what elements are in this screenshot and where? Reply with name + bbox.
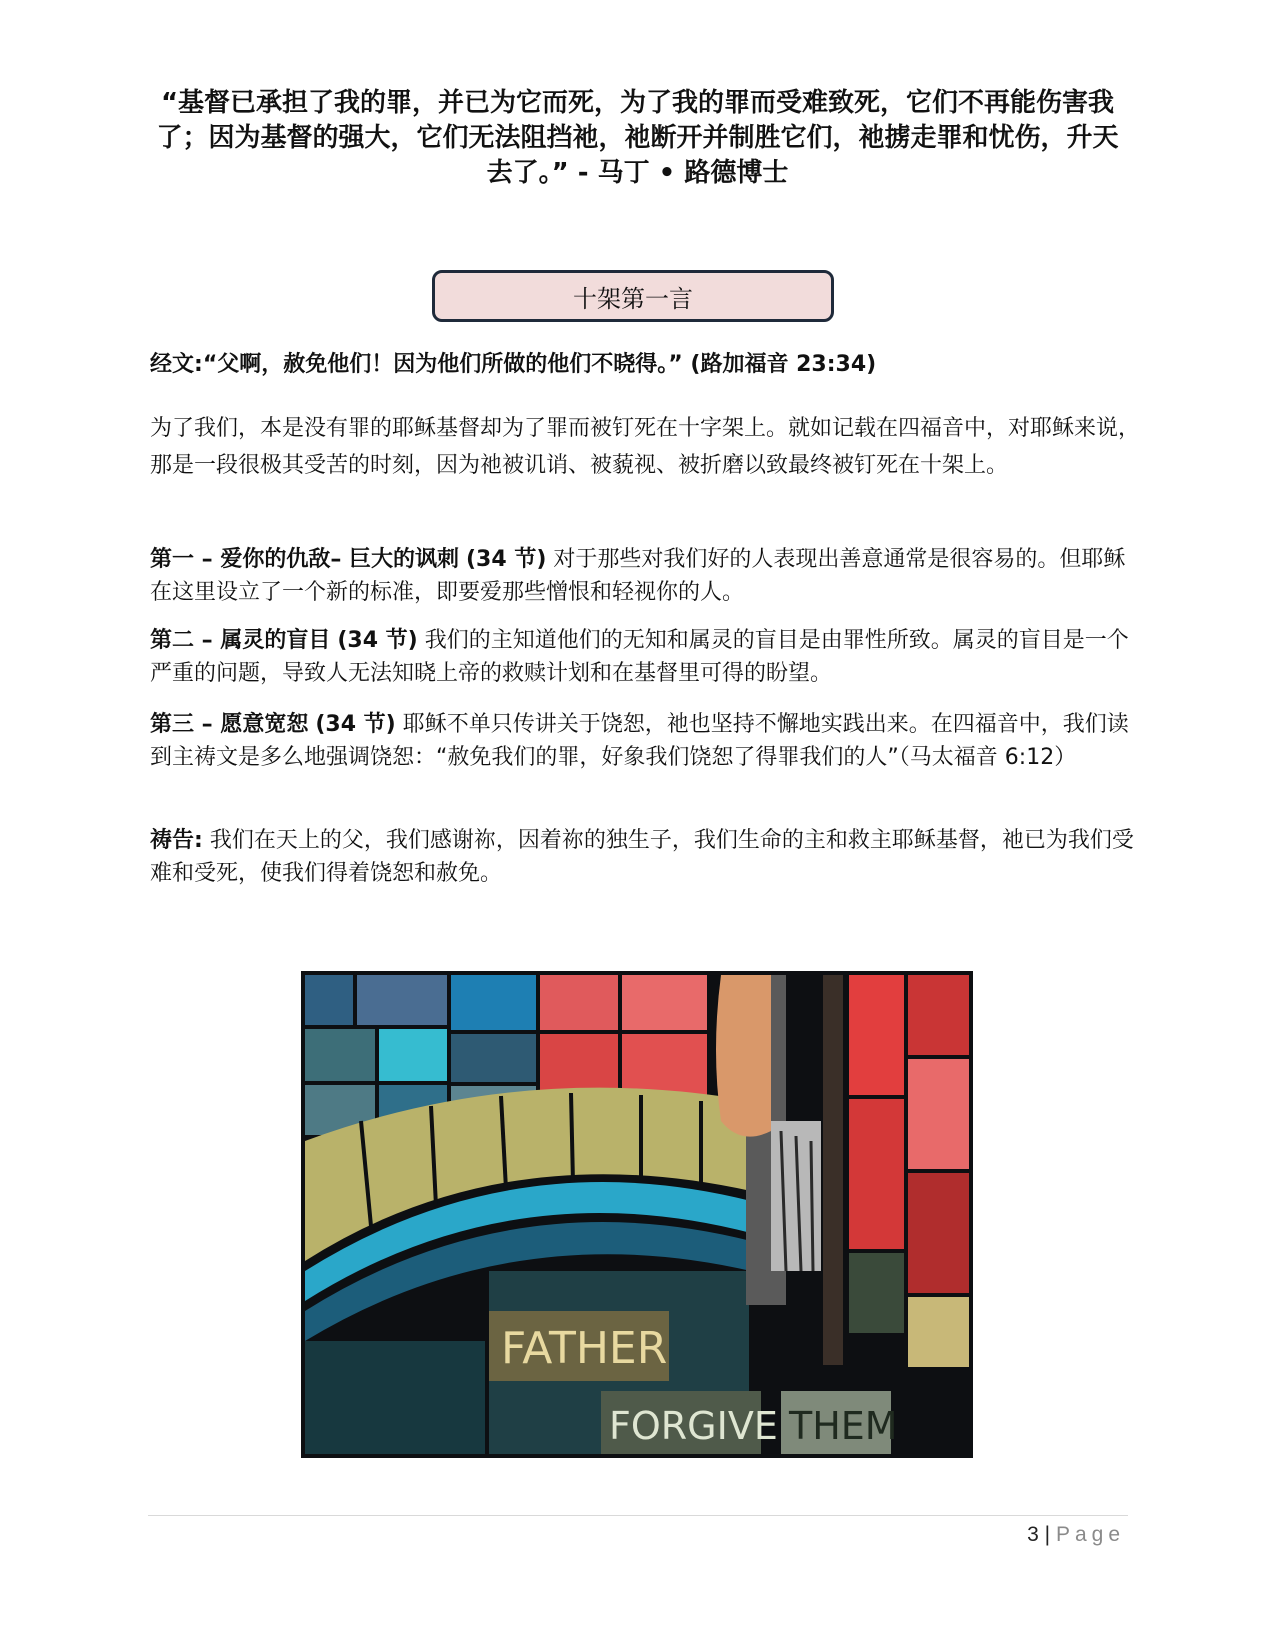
point-paragraph <box>150 543 1145 609</box>
quote-text: “基督已承担了我的罪，并已为它而死，为了我的罪而受难致死，它们不再能伤害我了；因为基督的强大，它们无法阻挡祂，祂断开并制胜它们，祂掳走罪和忧伤，升天去了。” <box>156 88 1119 188</box>
scripture-text: “父啊，赦免他们！因为他们所做的他们不晓得。” <box>202 352 683 377</box>
inscription-father: FATHER <box>501 1323 668 1374</box>
stained-glass-image <box>301 971 973 1458</box>
point-heading: 第二 – 属灵的盲目 <box>150 628 331 653</box>
prayer-text: 我们在天上的父，我们感谢祢，因着祢的独生子，我们生命的主和救主耶稣基督，祂已为我们受难和受死，使我们得着饶恕和赦免。 <box>150 828 1134 886</box>
section-title: 十架第一言 <box>573 284 693 313</box>
page-label: Page <box>1055 1523 1125 1546</box>
point-verse: (34 节) <box>337 628 418 653</box>
scripture-label: 经文: <box>150 352 203 377</box>
point-verse: (34 节) <box>315 712 396 737</box>
page-separator: | <box>1044 1523 1051 1546</box>
prayer-paragraph <box>150 824 1145 890</box>
section-title-box <box>432 270 834 322</box>
scripture-line <box>150 348 1145 381</box>
point-text: 耶稣不单只传讲关于饶恕，祂也坚持不懈地实践出来。在四福音中，我们读到主祷文是多么地强调饶恕：“赦免我们的罪，好象我们饶恕了得罪我们的人”（马太福音 6:12） <box>150 712 1129 770</box>
point-paragraph <box>150 708 1145 774</box>
page-footer <box>1027 1523 1125 1547</box>
point-heading: 第三 – 愿意宽恕 <box>150 712 309 737</box>
point-text: 我们的主知道他们的无知和属灵的盲目是由罪性所致。属灵的盲目是一个严重的问题，导致人无法知晓上帝的救赎计划和在基督里可得的盼望。 <box>150 628 1129 686</box>
scripture-reference: (路加福音 23:34) <box>690 352 877 377</box>
point-text: 对于那些对我们好的人表现出善意通常是很容易的。但耶稣在这里设立了一个新的标准，即要爱那些憎恨和轻视你的人。 <box>150 547 1126 605</box>
page-number: 3 <box>1027 1523 1039 1546</box>
inscription-them: THEM <box>789 1404 898 1448</box>
point-verse: (34 节) <box>465 547 547 572</box>
opening-quote <box>150 86 1125 191</box>
prayer-label: 祷告: <box>150 828 203 853</box>
point-paragraph <box>150 624 1145 690</box>
inscription-forgive: FORGIVE <box>609 1404 778 1448</box>
intro-paragraph: 为了我们，本是没有罪的耶稣基督却为了罪而被钉死在十字架上。就如记载在四福音中，对耶稣来说，那是一段很极其受苦的时刻，因为祂被讥诮、被藐视、被折磨以致最终被钉死在十架上。 <box>150 416 1141 478</box>
footer-divider <box>148 1515 1128 1516</box>
point-heading: 第一 – 爱你的仇敌– 巨大的讽刺 <box>150 547 459 572</box>
quote-attribution: - 马丁 • 路德博士 <box>577 158 789 188</box>
